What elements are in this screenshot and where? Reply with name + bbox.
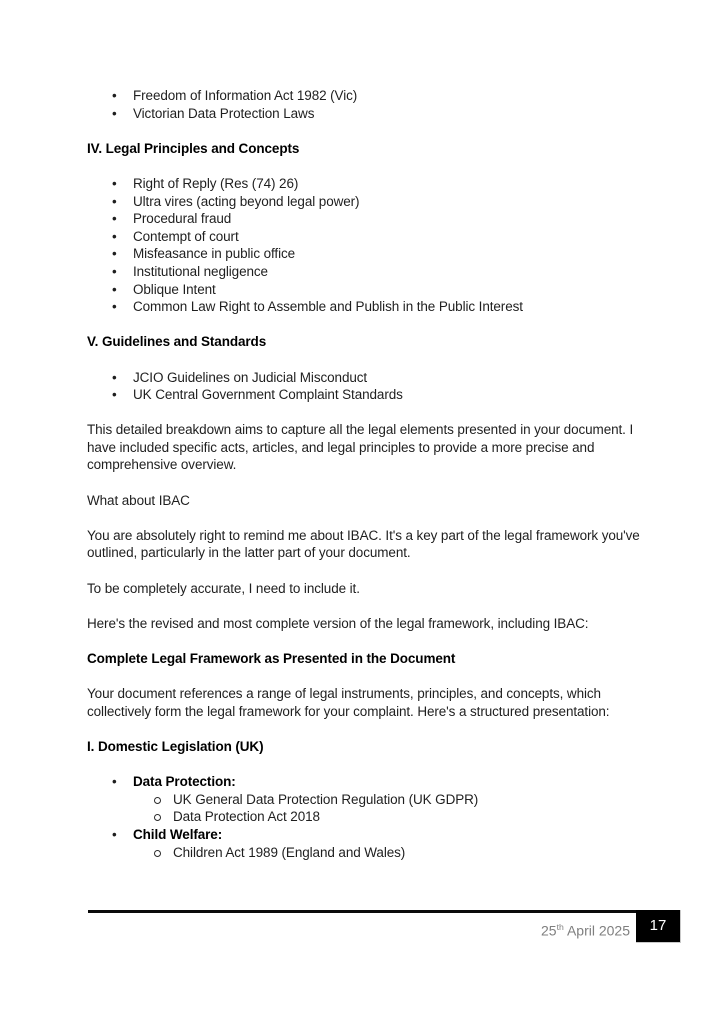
ordinal-suffix: th [556,922,564,932]
list-item: • Oblique Intent [87,281,640,299]
sub-list-item: UK General Data Protection Regulation (UK GDPR) [133,791,640,809]
paragraph-revised-intro: Here's the revised and most complete version of the legal framework, including IBAC: [87,615,589,631]
list-item: • Ultra vires (acting beyond legal power) [87,193,640,211]
sub-list-item: Children Act 1989 (England and Wales) [133,844,640,862]
paragraph-overview: This detailed breakdown aims to capture all the legal elements presented in your document. I have included specific acts, articles, and legal principles to provide a more precise and comprehensive overview. [87,422,634,473]
footer-date [541,919,630,939]
list-item: • Victorian Data Protection Laws [87,105,640,123]
list-item [87,773,640,826]
list-item-label: Child Welfare: [133,826,223,842]
list-item: • Contempt of court [87,228,640,246]
framework-heading: Complete Legal Framework as Presented in the Document [87,651,456,666]
footer-rule [88,910,636,913]
list-item [87,826,640,861]
list-item-label: Data Protection: [133,774,236,790]
section-i-heading: I. Domestic Legislation (UK) [87,738,264,754]
list-item: • JCIO Guidelines on Judicial Misconduct [87,369,640,387]
legal-principles-list [87,175,640,316]
list-item: • Institutional negligence [87,263,640,281]
footer-date-day: 25 [541,922,557,939]
paragraph-framework-intro: Your document references a range of legal instruments, principles, and concepts, which collectively form the legal framework for your complaint. Here's a structured presentation: [87,686,610,719]
domestic-legislation-list [87,773,640,861]
footer-date-rest: April 2025 [563,922,630,939]
page-number: 17 [649,917,667,935]
guidelines-list [87,369,640,404]
page-number-box [636,910,681,943]
section-iv-heading: IV. Legal Principles and Concepts [87,140,300,156]
document-body [87,87,640,879]
sub-list [133,844,640,862]
list-item: • Freedom of Information Act 1982 (Vic) [87,87,640,105]
list-item: • Common Law Right to Assemble and Publish in the Public Interest [87,298,640,316]
paragraph-ibac-response: You are absolutely right to remind me about IBAC. It's a key part of the legal framework you've outlined, particularly in the latter part of your document. [87,527,640,561]
intro-bullet-list [87,87,640,122]
sub-list [133,791,640,826]
list-item: • UK Central Government Complaint Standards [87,386,640,404]
list-item: • Right of Reply (Res (74) 26) [87,175,640,193]
paragraph-what-about-ibac: What about IBAC [87,492,190,508]
paragraph-accuracy: To be completely accurate, I need to include it. [87,580,360,596]
list-item: • Misfeasance in public office [87,245,640,263]
sub-list-item: Data Protection Act 2018 [133,808,640,826]
section-v-heading: V. Guidelines and Standards [87,334,267,350]
list-item: • Procedural fraud [87,210,640,228]
